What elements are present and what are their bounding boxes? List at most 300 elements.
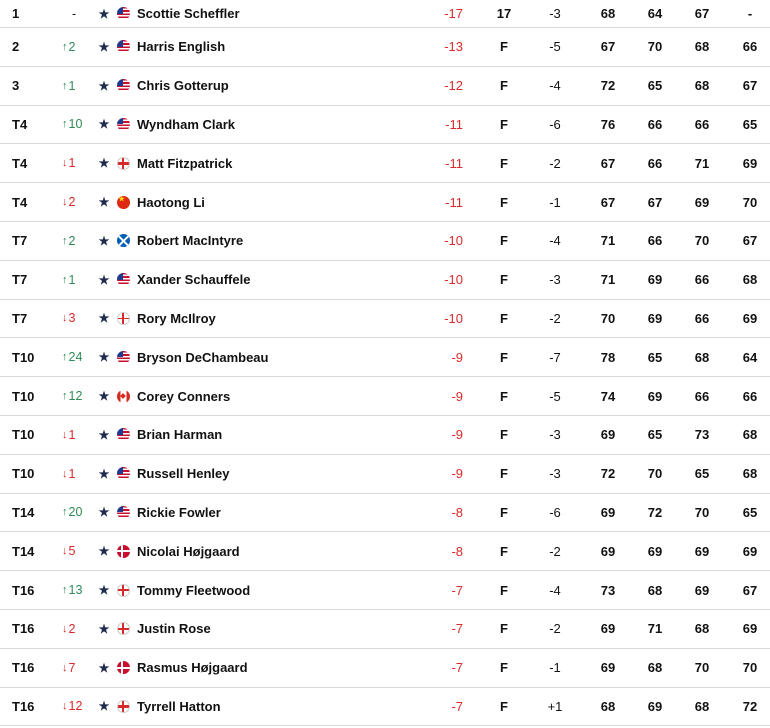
position-cell: T16 <box>12 621 35 637</box>
movement-value: - <box>72 6 77 21</box>
round-4-score: 69 <box>742 310 758 326</box>
star-icon[interactable]: ★ <box>98 272 110 287</box>
thru-cell: 17 <box>496 6 512 21</box>
player-name[interactable]: Justin Rose <box>137 621 211 637</box>
round-2-score: 72 <box>647 504 663 520</box>
thru-cell: F <box>500 78 508 94</box>
leaderboard-row[interactable] <box>0 377 770 416</box>
thru-cell: F <box>500 233 508 249</box>
total-score: -7 <box>451 582 463 598</box>
total-score: -11 <box>445 194 463 210</box>
movement-cell <box>62 571 96 609</box>
round-2-score: 68 <box>647 582 663 598</box>
movement-value: 2 <box>68 195 76 210</box>
round-3-score: 69 <box>694 194 710 210</box>
position-cell: T7 <box>12 310 28 326</box>
country-flag <box>116 377 130 415</box>
today-score: -4 <box>549 233 561 249</box>
country-flag <box>116 649 130 687</box>
round-2-score: 69 <box>647 698 663 714</box>
round-4-score: 69 <box>742 621 758 637</box>
arrow-up-icon: ↑ <box>62 79 68 92</box>
today-score: -6 <box>549 116 561 132</box>
arrow-up-icon: ↑ <box>62 234 68 247</box>
round-2-score: 69 <box>647 272 663 288</box>
round-2-score: 66 <box>647 233 663 249</box>
thru-cell: F <box>500 39 508 55</box>
round-3-score: 70 <box>694 660 710 676</box>
arrow-up-icon: ↑ <box>62 390 68 403</box>
position-cell: T4 <box>12 194 28 210</box>
thru-cell: F <box>500 427 508 443</box>
round-3-score: 68 <box>694 78 710 94</box>
round-1-score: 68 <box>600 698 616 714</box>
today-score: -5 <box>549 39 561 55</box>
today-score: -3 <box>549 6 561 21</box>
arrow-up-icon: ↑ <box>62 118 68 131</box>
player-name[interactable]: Corey Conners <box>137 388 231 404</box>
star-icon[interactable]: ★ <box>98 699 110 714</box>
flag-icon <box>117 351 130 364</box>
flag-icon <box>117 506 130 519</box>
round-3-score: 70 <box>694 233 710 249</box>
total-score: -12 <box>444 78 463 94</box>
arrow-down-icon: ↓ <box>62 196 68 209</box>
star-icon[interactable]: ★ <box>98 466 110 481</box>
round-2-score: 71 <box>647 621 663 637</box>
position-cell: T14 <box>12 543 35 559</box>
leaderboard-row[interactable] <box>0 416 770 455</box>
position-cell: T4 <box>12 155 28 171</box>
today-score: -3 <box>549 427 561 443</box>
flag-icon <box>117 661 130 674</box>
position-cell: 2 <box>12 39 20 55</box>
thru-cell: F <box>500 698 508 714</box>
round-1-score: 76 <box>600 116 616 132</box>
leaderboard-row[interactable] <box>0 494 770 533</box>
star-icon[interactable]: ★ <box>98 544 110 559</box>
thru-cell: F <box>500 116 508 132</box>
round-3-score: 66 <box>694 388 710 404</box>
flag-icon <box>117 157 130 170</box>
movement-value: 1 <box>68 427 76 442</box>
thru-cell: F <box>500 194 508 210</box>
star-icon[interactable]: ★ <box>98 350 110 365</box>
round-4-score: 65 <box>742 116 758 132</box>
round-3-score: 68 <box>694 39 710 55</box>
country-flag <box>116 494 130 532</box>
total-score: -10 <box>444 233 463 249</box>
star-icon[interactable]: ★ <box>98 233 110 248</box>
movement-value: 13 <box>68 583 83 598</box>
round-4-score: 64 <box>742 349 758 365</box>
round-3-score: 70 <box>694 504 710 520</box>
arrow-down-icon: ↓ <box>62 545 68 558</box>
round-4-score: 69 <box>742 155 758 171</box>
player-name[interactable]: Robert MacIntyre <box>137 233 244 249</box>
today-score: -1 <box>549 660 561 676</box>
star-icon[interactable]: ★ <box>98 117 110 132</box>
round-1-score: 70 <box>600 310 616 326</box>
position-cell: 3 <box>12 78 20 94</box>
round-4-score: 70 <box>742 660 758 676</box>
total-score: -9 <box>451 349 463 365</box>
arrow-up-icon: ↑ <box>62 506 68 519</box>
country-flag <box>116 222 130 260</box>
country-flag <box>116 300 130 338</box>
total-score: -8 <box>451 543 463 559</box>
star-icon[interactable]: ★ <box>98 583 110 598</box>
round-4-score: 67 <box>742 78 758 94</box>
thru-cell: F <box>500 155 508 171</box>
flag-icon <box>117 79 130 92</box>
movement-value: 1 <box>68 156 76 171</box>
leaderboard-row[interactable] <box>0 28 770 67</box>
round-1-score: 69 <box>600 504 616 520</box>
movement-cell <box>62 610 96 648</box>
position-cell: T10 <box>12 349 35 365</box>
player-name[interactable]: Bryson DeChambeau <box>137 349 269 365</box>
round-1-score: 71 <box>600 272 616 288</box>
movement-value: 1 <box>68 466 76 481</box>
leaderboard-row[interactable] <box>0 261 770 300</box>
round-3-score: 68 <box>694 349 710 365</box>
position-cell: T7 <box>12 233 28 249</box>
round-2-score: 69 <box>647 388 663 404</box>
round-1-score: 67 <box>600 194 616 210</box>
position-cell: T16 <box>12 660 35 676</box>
movement-value: 12 <box>68 699 83 714</box>
round-2-score: 67 <box>647 194 663 210</box>
star-icon[interactable]: ★ <box>98 311 110 326</box>
flag-icon <box>117 40 130 53</box>
round-2-score: 64 <box>647 6 663 21</box>
movement-value: 5 <box>68 544 76 559</box>
position-cell: T10 <box>12 427 35 443</box>
flag-icon <box>117 428 130 441</box>
total-score: -10 <box>444 310 463 326</box>
leaderboard-row[interactable] <box>0 144 770 183</box>
player-name[interactable]: Rasmus Højgaard <box>137 660 248 676</box>
round-1-score: 69 <box>600 660 616 676</box>
round-4-score: 72 <box>742 698 758 714</box>
thru-cell: F <box>500 310 508 326</box>
total-score: -7 <box>451 621 463 637</box>
leaderboard-row[interactable] <box>0 300 770 339</box>
leaderboard-row[interactable] <box>0 688 770 727</box>
round-4-score: 69 <box>742 543 758 559</box>
country-flag <box>116 144 130 182</box>
round-3-score: 65 <box>694 466 710 482</box>
total-score: -10 <box>444 272 463 288</box>
round-2-score: 66 <box>647 116 663 132</box>
position-cell: 1 <box>12 6 20 21</box>
position-cell: T7 <box>12 272 28 288</box>
country-flag <box>116 416 130 454</box>
flag-icon <box>117 545 130 558</box>
movement-cell <box>62 688 96 726</box>
flag-icon <box>117 390 130 403</box>
movement-cell <box>62 532 96 570</box>
round-3-score: 73 <box>694 427 710 443</box>
leaderboard-row[interactable] <box>0 338 770 377</box>
leaderboard-row[interactable] <box>0 532 770 571</box>
country-flag <box>116 571 130 609</box>
movement-value: 20 <box>68 505 83 520</box>
total-score: -9 <box>451 427 463 443</box>
movement-cell <box>62 261 96 299</box>
arrow-down-icon: ↓ <box>62 157 68 170</box>
total-score: -17 <box>444 6 463 21</box>
round-4-score: 70 <box>742 194 758 210</box>
player-name[interactable]: Harris English <box>137 39 226 55</box>
round-3-score: 68 <box>694 698 710 714</box>
player-name[interactable]: Matt Fitzpatrick <box>137 155 233 171</box>
today-score: -2 <box>549 621 561 637</box>
round-4-score: 67 <box>742 582 758 598</box>
round-4-score: 68 <box>742 427 758 443</box>
movement-value: 2 <box>68 39 76 54</box>
round-1-score: 67 <box>600 39 616 55</box>
round-2-score: 65 <box>647 349 663 365</box>
thru-cell: F <box>500 543 508 559</box>
today-score: -2 <box>549 543 561 559</box>
player-name[interactable]: Tyrrell Hatton <box>137 698 221 714</box>
movement-cell <box>62 106 96 144</box>
position-cell: T14 <box>12 504 35 520</box>
country-flag <box>116 28 130 66</box>
round-3-score: 66 <box>694 310 710 326</box>
movement-value: 1 <box>68 272 76 287</box>
today-score: -2 <box>549 310 561 326</box>
flag-icon <box>117 234 130 247</box>
total-score: -8 <box>451 504 463 520</box>
country-flag <box>116 67 130 105</box>
leaderboard-row[interactable] <box>0 222 770 261</box>
player-name[interactable]: Haotong Li <box>137 194 205 210</box>
player-name[interactable]: Chris Gotterup <box>137 78 229 94</box>
movement-cell <box>62 338 96 376</box>
star-icon[interactable]: ★ <box>98 505 110 520</box>
country-flag <box>116 338 130 376</box>
today-score: -3 <box>549 466 561 482</box>
leaderboard-row[interactable] <box>0 0 770 28</box>
player-name[interactable]: Rickie Fowler <box>137 504 221 520</box>
position-cell: T10 <box>12 388 35 404</box>
star-icon[interactable]: ★ <box>98 621 110 636</box>
today-score: -7 <box>549 349 561 365</box>
player-name[interactable]: Wyndham Clark <box>137 116 236 132</box>
star-icon[interactable]: ★ <box>98 156 110 171</box>
arrow-up-icon: ↑ <box>62 273 68 286</box>
position-cell: T4 <box>12 116 28 132</box>
today-score: -4 <box>549 78 561 94</box>
leaderboard-row[interactable] <box>0 183 770 222</box>
movement-cell <box>62 67 96 105</box>
round-2-score: 69 <box>647 310 663 326</box>
movement-cell <box>62 455 96 493</box>
round-4-score: 68 <box>742 272 758 288</box>
arrow-up-icon: ↑ <box>62 584 68 597</box>
movement-cell <box>62 183 96 221</box>
thru-cell: F <box>500 660 508 676</box>
star-icon[interactable]: ★ <box>98 660 110 675</box>
player-name[interactable]: Russell Henley <box>137 466 230 482</box>
arrow-down-icon: ↓ <box>62 467 68 480</box>
star-icon[interactable]: ★ <box>98 39 110 54</box>
total-score: -7 <box>451 660 463 676</box>
flag-icon <box>117 467 130 480</box>
round-4-score: 66 <box>742 388 758 404</box>
round-1-score: 74 <box>600 388 616 404</box>
thru-cell: F <box>500 272 508 288</box>
movement-cell <box>62 300 96 338</box>
country-flag <box>116 106 130 144</box>
total-score: -13 <box>444 39 463 55</box>
movement-value: 2 <box>68 621 76 636</box>
round-3-score: 67 <box>694 6 710 21</box>
round-1-score: 72 <box>600 466 616 482</box>
country-flag <box>116 0 130 27</box>
round-1-score: 73 <box>600 582 616 598</box>
movement-value: 3 <box>68 311 76 326</box>
arrow-down-icon: ↓ <box>62 700 68 713</box>
flag-icon <box>117 118 130 131</box>
round-4-score: 66 <box>742 39 758 55</box>
thru-cell: F <box>500 504 508 520</box>
round-2-score: 66 <box>647 155 663 171</box>
star-icon[interactable]: ★ <box>98 6 110 21</box>
movement-value: 2 <box>68 233 76 248</box>
round-2-score: 70 <box>647 466 663 482</box>
round-2-score: 70 <box>647 39 663 55</box>
flag-icon <box>117 312 130 325</box>
position-cell: T16 <box>12 582 35 598</box>
round-3-score: 69 <box>694 582 710 598</box>
arrow-up-icon: ↑ <box>62 40 68 53</box>
movement-cell <box>62 222 96 260</box>
total-score: -11 <box>445 155 463 171</box>
country-flag <box>116 455 130 493</box>
flag-icon <box>117 196 130 209</box>
leaderboard-row[interactable] <box>0 455 770 494</box>
star-icon[interactable]: ★ <box>98 78 110 93</box>
round-3-score: 66 <box>694 116 710 132</box>
leaderboard-row[interactable] <box>0 67 770 106</box>
movement-cell <box>62 494 96 532</box>
movement-cell <box>62 28 96 66</box>
today-score: -5 <box>549 388 561 404</box>
round-4-score: 65 <box>742 504 758 520</box>
country-flag <box>116 183 130 221</box>
round-2-score: 68 <box>647 660 663 676</box>
position-cell: T16 <box>12 698 35 714</box>
movement-value: 1 <box>68 78 76 93</box>
flag-icon <box>117 273 130 286</box>
round-4-score: 68 <box>742 466 758 482</box>
player-name[interactable]: Xander Schauffele <box>137 272 251 288</box>
star-icon[interactable]: ★ <box>98 427 110 442</box>
total-score: -11 <box>445 116 463 132</box>
movement-cell <box>62 416 96 454</box>
total-score: -9 <box>451 388 463 404</box>
country-flag <box>116 261 130 299</box>
round-1-score: 69 <box>600 621 616 637</box>
arrow-down-icon: ↓ <box>62 622 68 635</box>
round-1-score: 78 <box>600 349 616 365</box>
today-score: -2 <box>549 155 561 171</box>
player-name[interactable]: Brian Harman <box>137 427 223 443</box>
today-score: +1 <box>547 698 563 714</box>
player-name[interactable]: Scottie Scheffler <box>137 6 240 21</box>
round-1-score: 69 <box>600 543 616 559</box>
movement-value: 10 <box>68 117 83 132</box>
player-name[interactable]: Rory McIlroy <box>137 310 216 326</box>
round-3-score: 66 <box>694 272 710 288</box>
arrow-down-icon: ↓ <box>62 428 68 441</box>
movement-value: 7 <box>68 660 76 675</box>
round-4-score: - <box>747 6 753 21</box>
today-score: -3 <box>549 272 561 288</box>
player-name[interactable]: Nicolai Højgaard <box>137 543 240 559</box>
thru-cell: F <box>500 388 508 404</box>
round-4-score: 67 <box>742 233 758 249</box>
movement-cell <box>62 649 96 687</box>
star-icon[interactable]: ★ <box>98 389 110 404</box>
country-flag <box>116 610 130 648</box>
round-1-score: 72 <box>600 78 616 94</box>
round-3-score: 69 <box>694 543 710 559</box>
today-score: -4 <box>549 582 561 598</box>
movement-cell <box>62 144 96 182</box>
thru-cell: F <box>500 621 508 637</box>
total-score: -9 <box>451 466 463 482</box>
thru-cell: F <box>500 466 508 482</box>
round-1-score: 67 <box>600 155 616 171</box>
flag-icon <box>117 700 130 713</box>
total-score: -7 <box>451 698 463 714</box>
star-icon[interactable]: ★ <box>98 195 110 210</box>
arrow-down-icon: ↓ <box>62 661 68 674</box>
round-2-score: 65 <box>647 427 663 443</box>
thru-cell: F <box>500 582 508 598</box>
round-3-score: 71 <box>694 155 710 171</box>
leaderboard-row[interactable] <box>0 649 770 688</box>
round-3-score: 68 <box>694 621 710 637</box>
thru-cell: F <box>500 349 508 365</box>
movement-value: 24 <box>68 350 83 365</box>
country-flag <box>116 532 130 570</box>
leaderboard-row[interactable] <box>0 610 770 649</box>
leaderboard-row[interactable] <box>0 571 770 610</box>
country-flag <box>116 688 130 726</box>
leaderboard-row[interactable] <box>0 106 770 145</box>
flag-icon <box>117 7 130 20</box>
arrow-down-icon: ↓ <box>62 312 68 325</box>
round-2-score: 65 <box>647 78 663 94</box>
arrow-up-icon: ↑ <box>62 351 68 364</box>
flag-icon <box>117 622 130 635</box>
round-1-score: 68 <box>600 6 616 21</box>
position-cell: T10 <box>12 466 35 482</box>
today-score: -1 <box>549 194 561 210</box>
round-1-score: 69 <box>600 427 616 443</box>
round-2-score: 69 <box>647 543 663 559</box>
movement-cell <box>62 377 96 415</box>
movement-value: 12 <box>68 389 83 404</box>
round-1-score: 71 <box>600 233 616 249</box>
player-name[interactable]: Tommy Fleetwood <box>137 582 251 598</box>
